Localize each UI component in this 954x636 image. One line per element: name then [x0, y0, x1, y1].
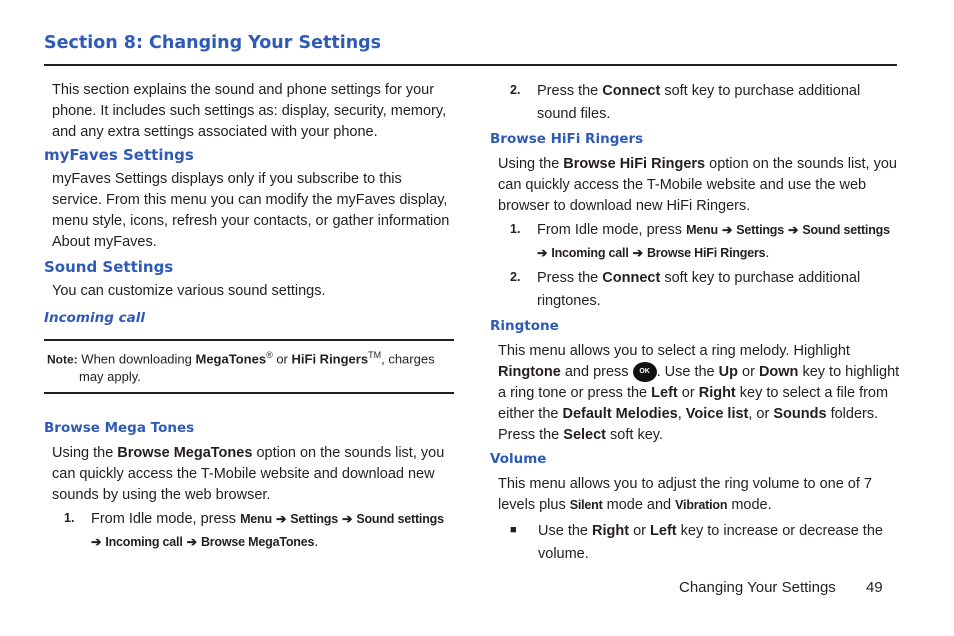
bullet-body — [538, 520, 900, 566]
browse-hifi-item: Browse HiFi Ringers — [646, 246, 766, 260]
arrow-icon: ➔ — [186, 535, 197, 550]
volume-paragraph — [490, 474, 900, 516]
sounds-bold: Sounds — [773, 406, 827, 422]
myfaves-paragraph: myFaves Settings displays only if you subscribe to this service. From this menu you can modify the myFaves display, menu style, icons, refresh your contacts, or gather information About myFaves. — [52, 171, 450, 250]
text-span: or — [633, 523, 646, 539]
text-span: option on the sounds list, you can quickly access the T-Mobile website and download new sounds by using the web browser. — [52, 445, 445, 504]
footer-section-title: Changing Your Settings — [679, 579, 836, 596]
right-column — [490, 80, 900, 566]
text-span: soft key to purchase additional ringtones. — [537, 270, 861, 309]
note-label: Note: — [47, 352, 78, 367]
left-column — [44, 80, 454, 554]
arrow-icon: ➔ — [788, 223, 799, 237]
period: . — [314, 534, 319, 551]
step-number: 1. — [64, 511, 75, 526]
connect-key: Connect — [602, 83, 661, 99]
right-key: Right — [698, 385, 736, 401]
browse-hifi-paragraph — [490, 154, 900, 217]
left-key: Left — [651, 385, 678, 401]
note-megatones: MegaTones — [195, 351, 267, 367]
text-span: mode. — [731, 497, 772, 513]
page-footer — [679, 579, 883, 596]
text-span: , or — [748, 406, 770, 422]
mega-step-1 — [44, 508, 454, 554]
incoming-call-item: Incoming call — [551, 246, 629, 260]
connect-key: Connect — [602, 270, 661, 286]
default-melodies-bold: Default Melodies — [562, 406, 678, 422]
up-key: Up — [718, 364, 738, 380]
down-key: Down — [758, 364, 799, 380]
note-charges: , charges — [381, 351, 435, 367]
text-span: key to highlight a ring tone or press the — [498, 364, 900, 401]
text-span: Press the — [537, 83, 599, 99]
text-span: . Use the — [656, 364, 715, 380]
arrow-icon: ➔ — [342, 512, 353, 527]
note-or: or — [276, 351, 288, 367]
step-number: 2. — [510, 270, 521, 284]
browse-megatones-item: Browse MegaTones — [200, 535, 315, 550]
browse-mega-tones-heading: Browse Mega Tones — [44, 420, 195, 437]
text-span: , — [677, 406, 682, 422]
note-line-1 — [47, 347, 454, 368]
settings-item: Settings — [290, 512, 338, 527]
text-span: option on the sounds list, you can quickly access the T-Mobile website and use the web browser to download new HiFi Ringers. — [498, 156, 897, 214]
text-span: or — [681, 385, 695, 401]
vibration-mode: Vibration — [675, 498, 728, 512]
text-span: soft key. — [610, 427, 663, 443]
text-span: This menu allows you to adjust the ring volume to one of 7 levels plus — [498, 476, 872, 513]
step-body — [537, 267, 900, 313]
browse-hifi-heading: Browse HiFi Ringers — [490, 131, 644, 147]
note-hifi-ringers: HiFi Ringers — [291, 351, 369, 367]
note-box — [44, 339, 454, 394]
text-span: key to increase or decrease the volume. — [538, 523, 883, 562]
volume-bullet — [490, 520, 900, 566]
step-body — [91, 508, 454, 554]
sound-settings-item: Sound settings — [356, 512, 444, 527]
sound-settings-item: Sound settings — [802, 223, 890, 237]
title-divider — [44, 64, 897, 66]
trademark-mark: TM — [368, 350, 382, 360]
settings-item: Settings — [736, 223, 784, 237]
text-span: Using the — [498, 156, 560, 172]
text-span: or — [742, 364, 755, 380]
step-body — [537, 80, 900, 126]
myfaves-heading: myFaves Settings — [44, 146, 194, 164]
arrow-icon: ➔ — [91, 535, 102, 550]
text-span: Using the — [52, 445, 114, 462]
browse-mega-paragraph — [44, 443, 454, 506]
text-span: Press the — [537, 270, 599, 286]
hifi-step-1 — [490, 219, 900, 265]
text-span: mode and — [606, 497, 672, 513]
arrow-icon: ➔ — [537, 246, 548, 260]
mega-step-2 — [490, 80, 900, 126]
sound-settings-paragraph: You can customize various sound settings. — [52, 283, 326, 299]
text-span: From Idle mode, press — [91, 511, 237, 528]
arrow-icon: ➔ — [275, 512, 287, 527]
ringtone-paragraph — [490, 341, 900, 446]
step-number: 2. — [510, 83, 521, 97]
left-key: Left — [650, 523, 677, 539]
page-title: Section 8: Changing Your Settings — [44, 33, 382, 53]
step-number: 1. — [510, 222, 521, 236]
voice-list-bold: Voice list — [685, 406, 749, 422]
note-text: When downloading — [81, 351, 192, 367]
incoming-call-item: Incoming call — [105, 535, 183, 550]
period: . — [765, 245, 770, 261]
ok-key-icon: OK — [633, 362, 657, 382]
incoming-call-heading: Incoming call — [44, 310, 145, 326]
text-span: folders. Press the — [498, 406, 879, 443]
text-span: Use the — [538, 523, 588, 539]
note-line-2: may apply. — [79, 369, 141, 385]
intro-paragraph: This section explains the sound and phone settings for your phone. It includes such settings as: display, security, memory, and any extra settings associated with your phone. — [52, 82, 447, 140]
text-span: key to select a file from either the — [498, 385, 889, 422]
right-key: Right — [592, 523, 630, 539]
silent-mode: Silent — [569, 498, 603, 512]
arrow-icon: ➔ — [632, 246, 643, 260]
sound-settings-heading: Sound Settings — [44, 258, 174, 276]
text-span: and press — [564, 364, 629, 380]
bullet-square-icon: ■ — [510, 524, 517, 536]
registered-mark: ® — [266, 350, 273, 360]
menu-key: Menu — [686, 223, 718, 237]
arrow-icon: ➔ — [721, 223, 733, 237]
browse-megatones-bold: Browse MegaTones — [117, 445, 253, 462]
ringtone-heading: Ringtone — [490, 318, 559, 334]
ringtone-bold: Ringtone — [498, 364, 561, 380]
text-span: From Idle mode, press — [537, 222, 683, 238]
volume-heading: Volume — [490, 451, 547, 467]
step-body — [537, 219, 900, 265]
page-number: 49 — [865, 579, 883, 596]
text-span: soft key to purchase additional sound files. — [537, 83, 861, 122]
hifi-step-2 — [490, 267, 900, 313]
text-span: This menu allows you to select a ring melody. Highlight — [498, 343, 850, 359]
select-key: Select — [563, 427, 607, 443]
browse-hifi-bold: Browse HiFi Ringers — [563, 156, 706, 172]
menu-key: Menu — [240, 512, 272, 527]
